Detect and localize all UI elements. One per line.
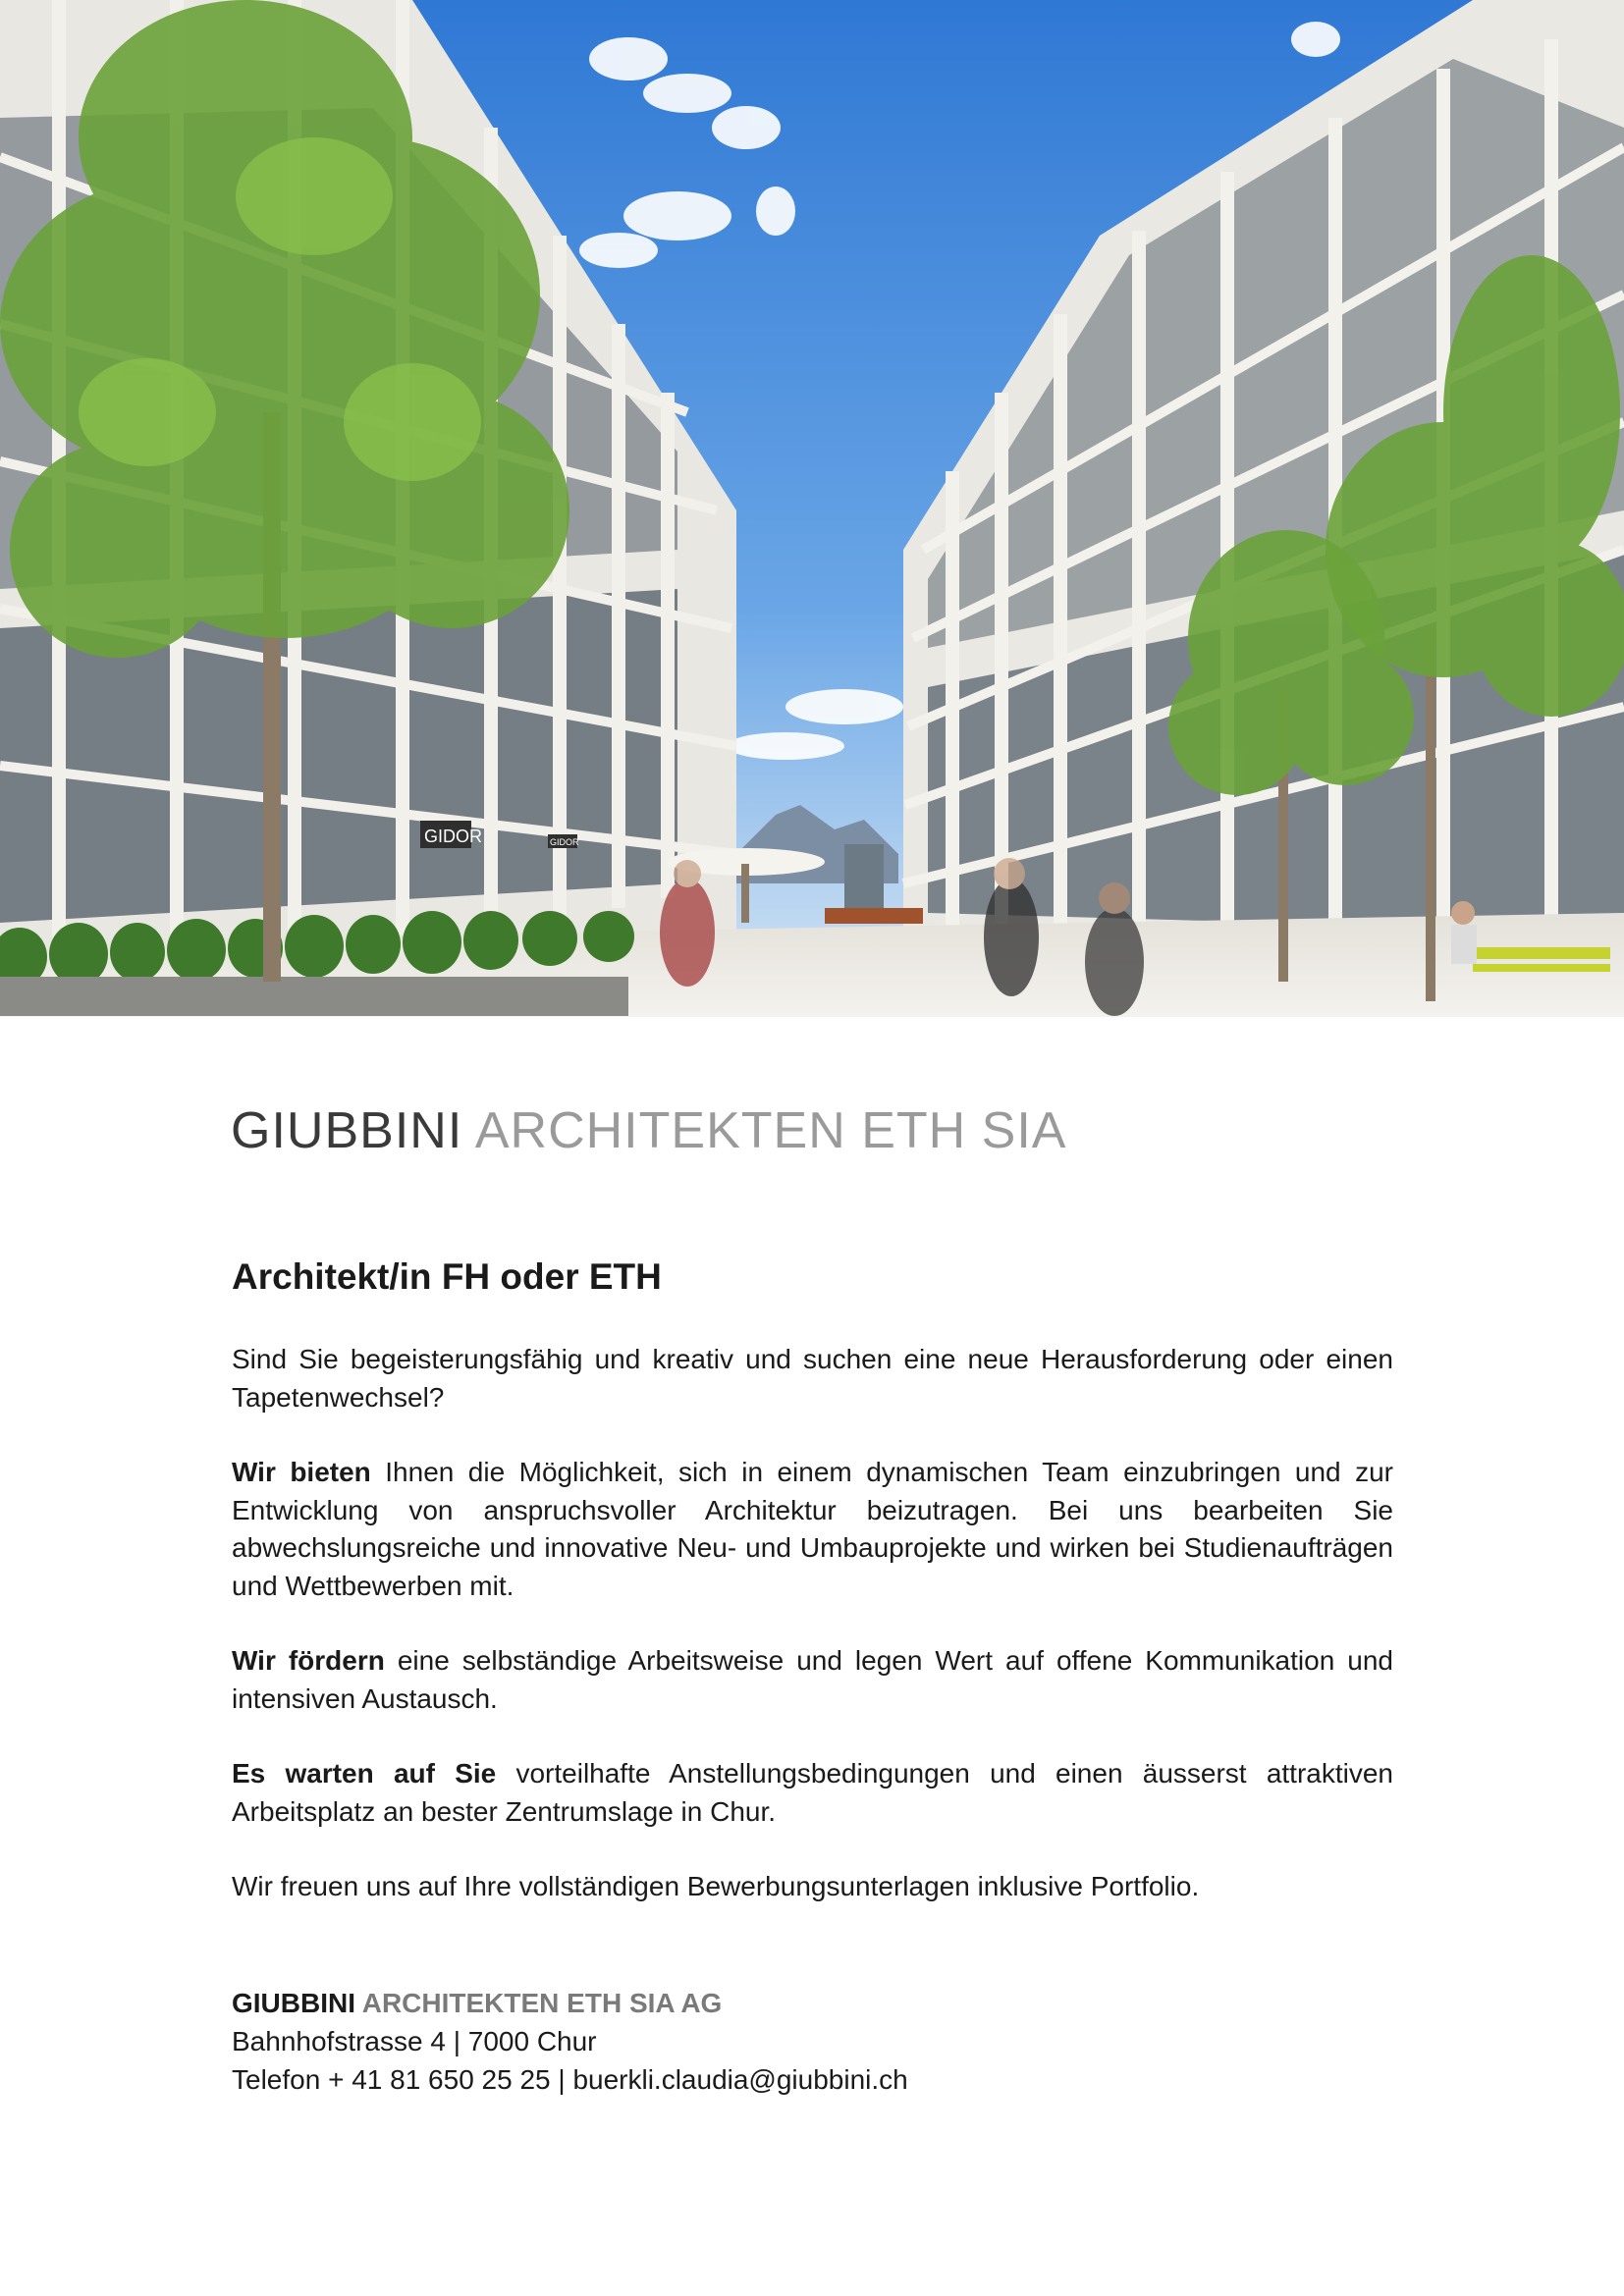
shop-sign-small: GIDOR [550, 837, 579, 847]
shop-sign: GIDOR [424, 827, 483, 846]
logo-name-light: ARCHITEKTEN ETH SIA [474, 1102, 1067, 1159]
contact-company [232, 1984, 908, 2022]
contact-phone-email[interactable]: Telefon + 41 81 650 25 25 | buerkli.claudia@giubbini.ch [232, 2064, 908, 2095]
job-posting [232, 1256, 1393, 1944]
contact-company-bold: GIUBBINI [232, 1988, 355, 2018]
await-lead: Es warten auf Sie [232, 1758, 497, 1789]
offer-paragraph [232, 1454, 1393, 1605]
promote-lead: Wir fördern [232, 1645, 385, 1676]
contact-company-rest: ARCHITEKTEN ETH SIA AG [355, 1988, 723, 2018]
company-logo [231, 1102, 1067, 1159]
job-title: Architekt/in FH oder ETH [232, 1256, 662, 1297]
offer-lead: Wir bieten [232, 1457, 371, 1487]
contact-address: Bahnhofstrasse 4 | 7000 Chur [232, 2026, 597, 2056]
promote-paragraph [232, 1642, 1393, 1718]
await-text: vorteilhafte Anstellungsbedingungen und einen äusserst attraktiven Arbeitsplatz an bester Zentrumslage in Chur. [232, 1758, 1393, 1827]
offer-text: Ihnen die Möglichkeit, sich in einem dynamischen Team einzubringen und zur Entwicklung von anspruchsvoller Architektur beizutragen. Bei uns bearbeiten Sie abwechslungsreiche und innovative Neu- und Umbauprojekte und wirken bei Studienaufträgen und Wettbewerben mit. [232, 1457, 1394, 1601]
header-photo [0, 0, 1624, 1017]
promote-text: eine selbständige Arbeitsweise und legen Wert auf offene Kommunikation und intensiven Austausch. [232, 1645, 1393, 1714]
closing-paragraph: Wir freuen uns auf Ihre vollständigen Bewerbungsunterlagen inklusive Portfolio. [232, 1871, 1200, 1901]
logo-name-dark: GIUBBINI [231, 1102, 463, 1159]
await-paragraph [232, 1755, 1393, 1831]
contact-block [232, 1984, 908, 2099]
intro-paragraph: Sind Sie begeisterungsfähig und kreativ und suchen eine neue Herausforderung oder einen Tapetenwechsel? [232, 1344, 1393, 1413]
